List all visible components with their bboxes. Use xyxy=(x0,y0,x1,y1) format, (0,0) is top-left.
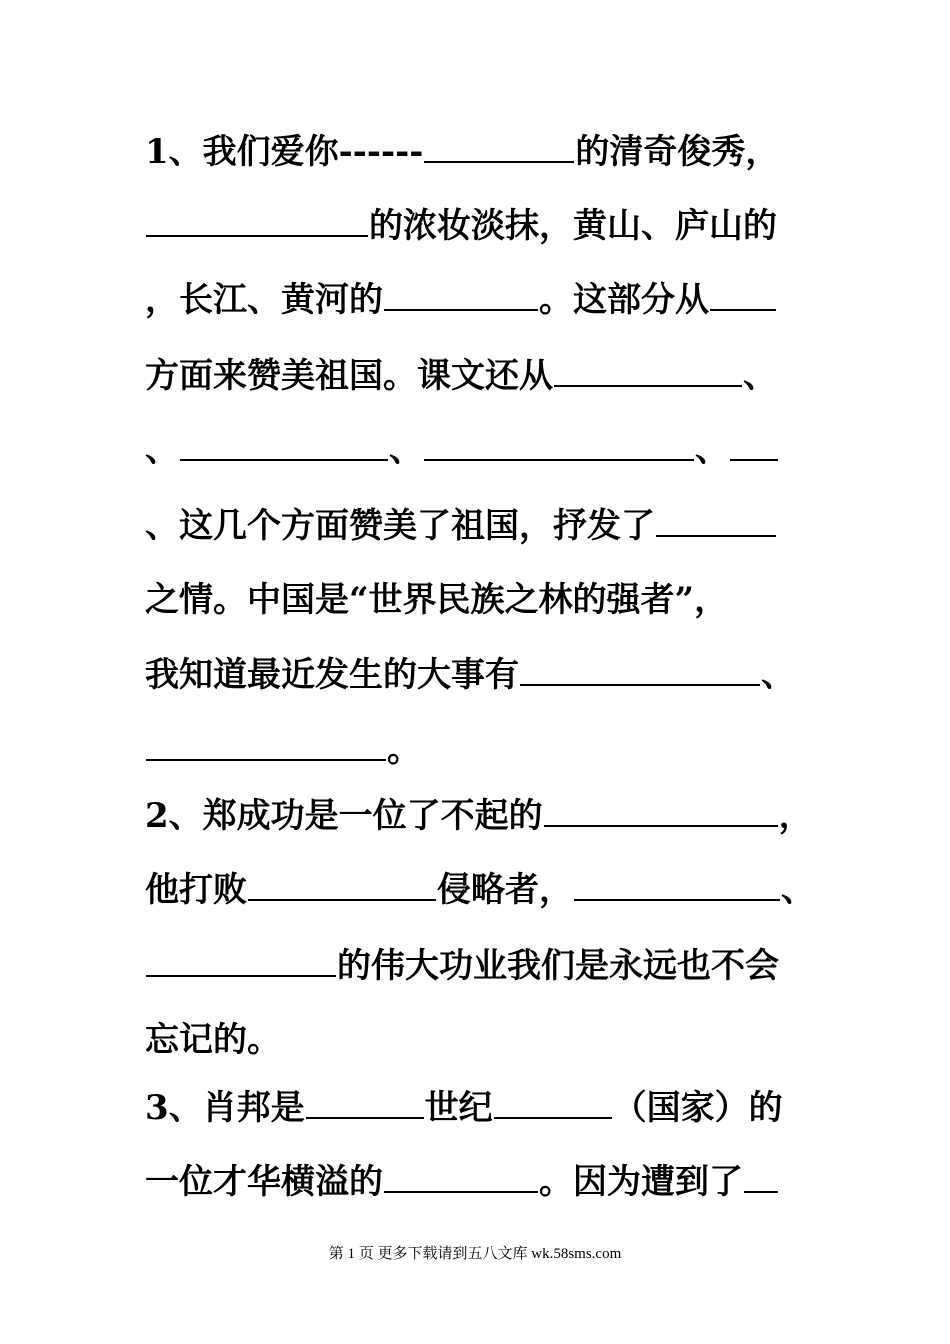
text-segment: 。 xyxy=(387,730,421,770)
fill-blank[interactable] xyxy=(384,1161,538,1193)
fill-blank[interactable] xyxy=(306,1087,424,1119)
text-segment: 侵略者， xyxy=(437,870,573,910)
text-segment: 、 xyxy=(145,430,179,470)
fill-blank[interactable] xyxy=(730,429,778,461)
text-segment: （国家）的 xyxy=(612,1088,783,1128)
fill-blank[interactable] xyxy=(656,505,776,537)
text-line-8 xyxy=(145,645,825,705)
text-line-1 xyxy=(145,122,825,182)
text-segment: 、这几个方面赞美了祖国，抒发了 xyxy=(145,506,655,546)
text-line-4 xyxy=(145,346,825,406)
fill-blank[interactable] xyxy=(520,654,760,686)
fill-blank[interactable] xyxy=(248,869,436,901)
text-line-6 xyxy=(145,496,825,556)
text-segment: 、 xyxy=(743,356,777,396)
text-segment: 2、郑成功是一位了不起的 xyxy=(145,796,543,836)
text-line-13 xyxy=(145,1010,825,1070)
text-segment: 、 xyxy=(761,655,795,695)
text-line-7 xyxy=(145,570,825,630)
text-line-15 xyxy=(145,1152,825,1212)
fill-blank[interactable] xyxy=(494,1087,612,1119)
text-segment: 世纪 xyxy=(424,1088,493,1128)
text-line-5 xyxy=(145,420,825,480)
text-segment: 我知道最近发生的大事有 xyxy=(145,655,519,695)
text-line-9 xyxy=(145,720,825,780)
text-line-3 xyxy=(145,270,825,330)
fill-blank[interactable] xyxy=(554,355,742,387)
text-segment: 。这部分从 xyxy=(539,280,709,320)
text-segment: 的伟大功业我们是永远也不会 xyxy=(337,946,779,986)
text-segment: 他打败 xyxy=(145,870,247,910)
text-segment: 、 xyxy=(781,870,815,910)
text-segment: 的浓妆淡抹，黄山、庐山的 xyxy=(369,206,777,246)
text-segment: ， xyxy=(778,796,813,836)
text-segment: 忘记的。 xyxy=(145,1020,281,1060)
fill-blank[interactable] xyxy=(146,205,368,237)
text-segment: 3、肖邦是 xyxy=(145,1088,305,1128)
fill-blank[interactable] xyxy=(710,279,776,311)
text-line-2 xyxy=(145,196,825,256)
text-segment: 的清奇俊秀， xyxy=(575,132,780,172)
text-segment: 、 xyxy=(389,430,423,470)
text-segment: 一位才华横溢的 xyxy=(145,1162,383,1202)
fill-blank[interactable] xyxy=(744,1161,778,1193)
fill-blank[interactable] xyxy=(146,729,386,761)
text-line-11 xyxy=(145,860,825,920)
fill-blank[interactable] xyxy=(146,945,336,977)
fill-blank[interactable] xyxy=(574,869,780,901)
fill-blank[interactable] xyxy=(384,279,538,311)
text-segment: 方面来赞美祖国。课文还从 xyxy=(145,356,553,396)
text-segment: ，长江、黄河的 xyxy=(145,280,383,320)
fill-blank[interactable] xyxy=(544,795,778,827)
text-line-12 xyxy=(145,936,825,996)
fill-blank[interactable] xyxy=(424,131,574,163)
text-line-14 xyxy=(145,1078,825,1138)
text-segment: 1、我们爱你------ xyxy=(145,132,424,172)
text-line-10 xyxy=(145,786,825,846)
page-footer: 第 1 页 更多下载请到五八文库 wk.58sms.com xyxy=(328,1246,622,1262)
fill-blank[interactable] xyxy=(180,429,388,461)
text-segment: 。因为遭到了 xyxy=(539,1162,743,1202)
fill-blank[interactable] xyxy=(424,429,694,461)
text-segment: 之情。中国是“世界民族之林的强者”， xyxy=(145,580,729,620)
text-segment: 、 xyxy=(695,430,729,470)
